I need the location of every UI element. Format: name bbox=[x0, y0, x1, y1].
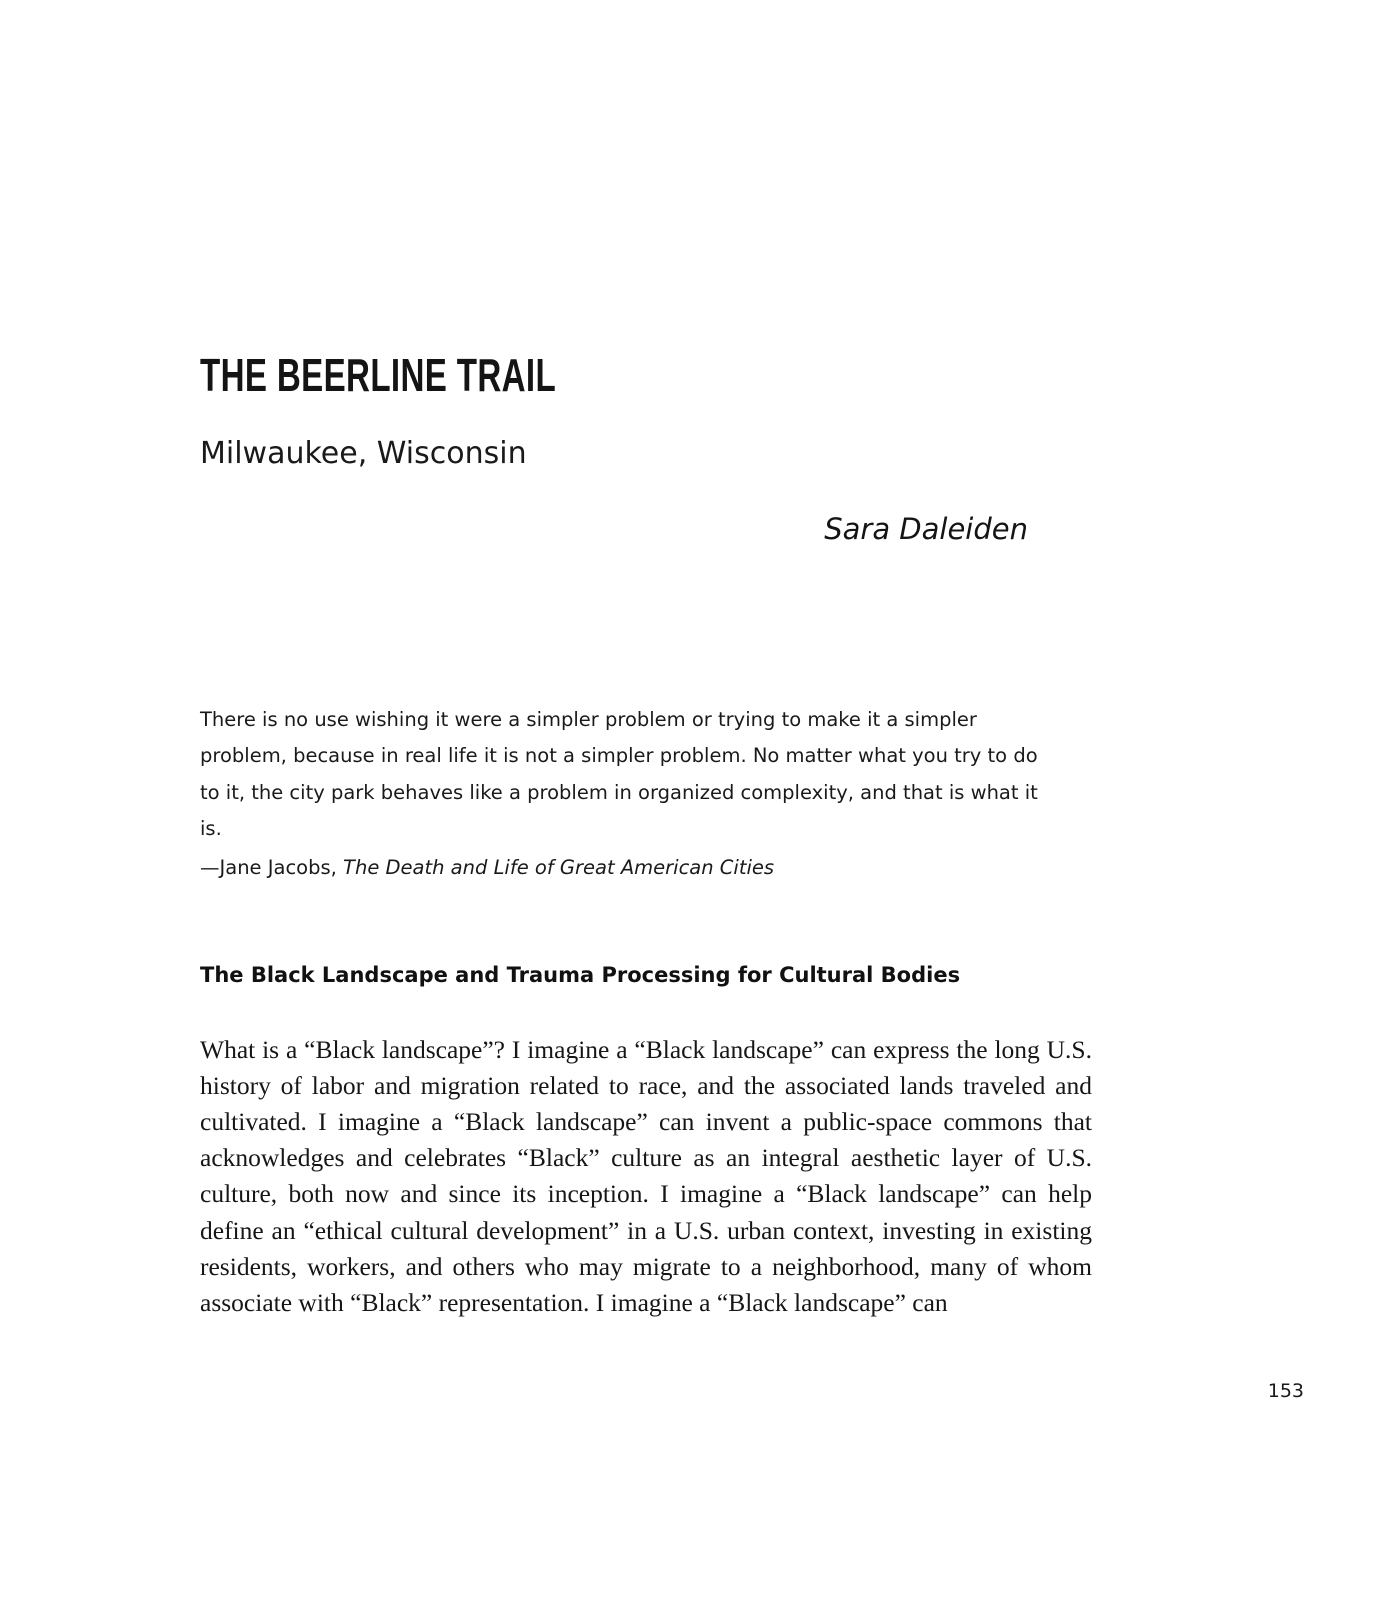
page-title: THE BEERLINE TRAIL bbox=[200, 349, 557, 401]
epigraph-quote: There is no use wishing it were a simpler problem or trying to make it a simpler problem, because in real life it is not a simpler problem. No matter what you try to do to it, the city park behaves like a problem in organized complexity, and that is what it is. bbox=[200, 708, 1038, 841]
epigraph-attribution bbox=[200, 848, 1090, 886]
body-paragraph: What is a “Black landscape”? I imagine a “Black landscape” can express the long U.S. history of labor and migration related to race, and the associated lands traveled and cultivated. I imagine a “Black landscape” can invent a public-space commons that acknowledges and celebrates “Black” culture as an integral aesthetic layer of U.S. culture, both now and since its inception. I imagine a “Black landscape” can help define an “ethical cultural development” in a U.S. urban context, investing in existing residents, workers, and others who may migrate to a neighborhood, many of whom associate with “Black” representation. I imagine a “Black landscape” can bbox=[200, 1034, 1092, 1317]
epigraph-attribution-prefix: —Jane Jacobs, bbox=[200, 855, 344, 879]
author-byline: Sara Daleiden bbox=[824, 512, 1028, 546]
page-number: 153 bbox=[1267, 1380, 1304, 1402]
page-content bbox=[200, 0, 1090, 1321]
chapter-location-subtitle: Milwaukee, Wisconsin bbox=[200, 436, 527, 471]
epigraph-attribution-source: The Death and Life of Great American Cities bbox=[343, 855, 775, 879]
section-heading: The Black Landscape and Trauma Processing for Cultural Bodies bbox=[200, 963, 961, 988]
